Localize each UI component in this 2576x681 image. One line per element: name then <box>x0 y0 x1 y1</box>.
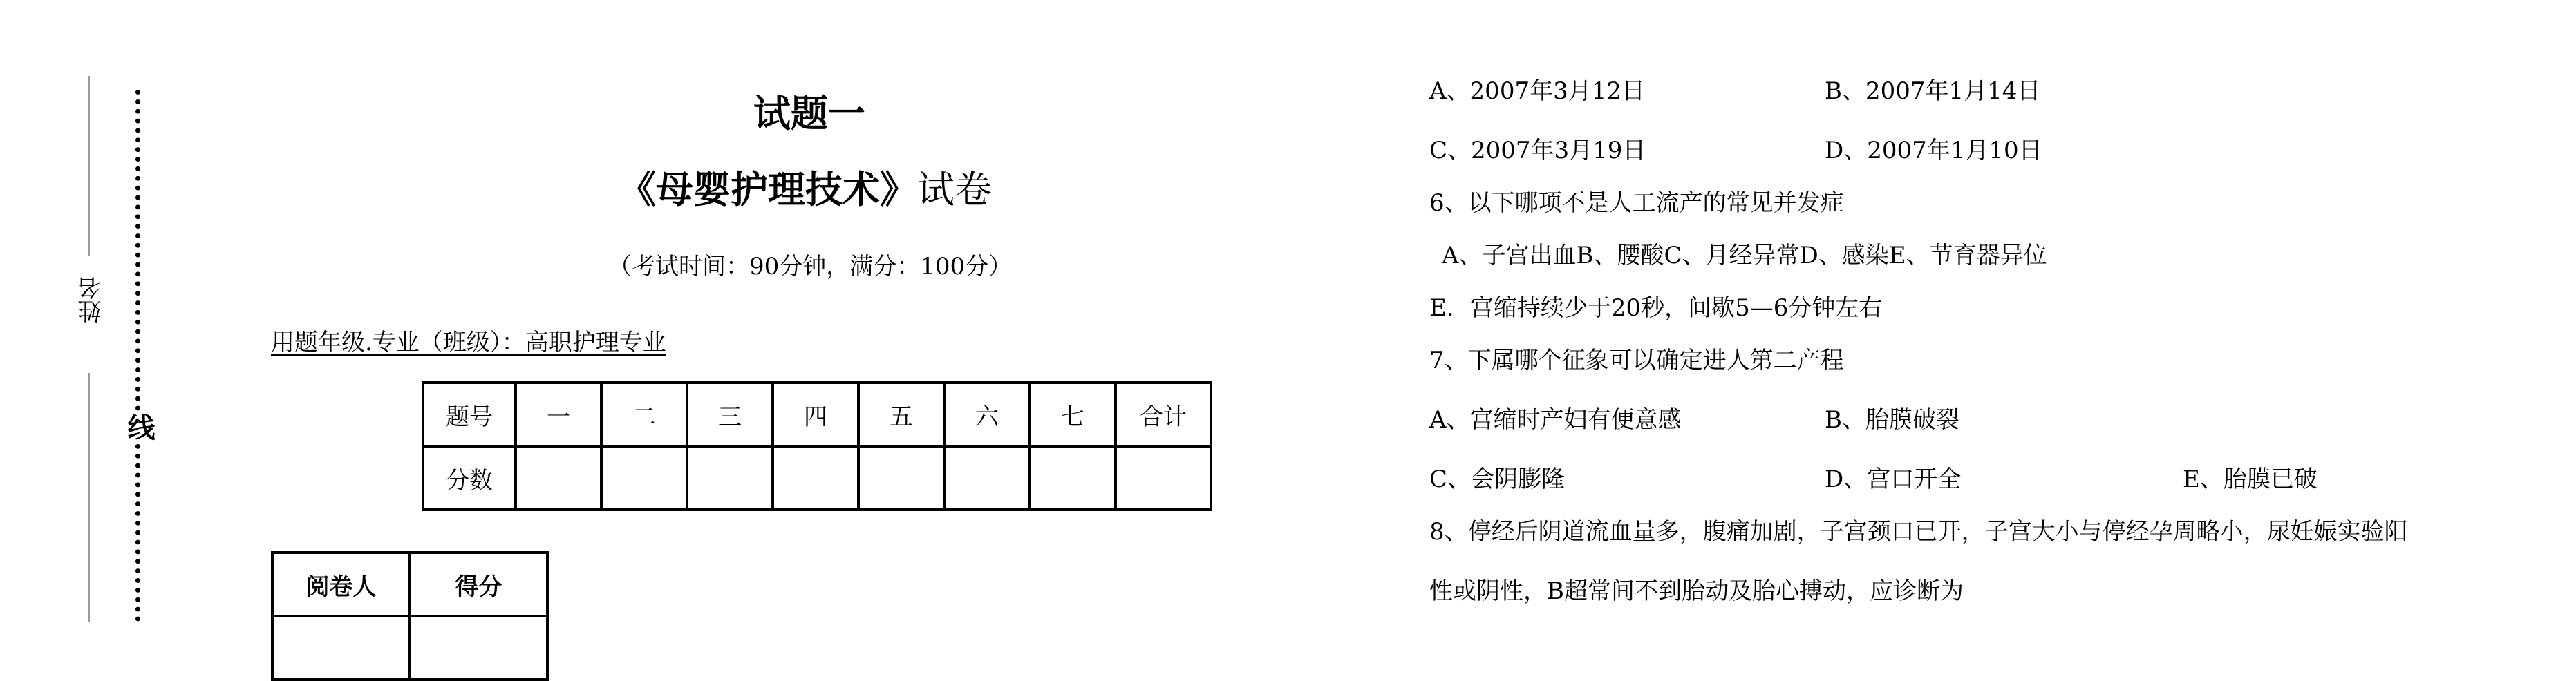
score-cell <box>1030 446 1116 510</box>
score-cell <box>516 446 601 510</box>
score-row-label: 分数 <box>423 446 516 510</box>
seal-line-char: 线 <box>129 413 159 441</box>
score-header-cell: 一 <box>516 383 601 446</box>
score-header-row <box>423 383 1211 446</box>
score-header-cell: 四 <box>773 383 858 446</box>
score-cell <box>944 446 1030 510</box>
q8-stem-line1: 8、停经后阴道流血量多，腹痛加剧，子宫颈口已开，子宫大小与停经孕周略小，尿妊娠实验阳 <box>1429 518 2408 546</box>
score-cell <box>858 446 944 510</box>
exam-subject-line <box>619 160 992 213</box>
q5-option-c: C、2007年3月19日 <box>1429 137 1646 164</box>
name-label: 姓名 <box>78 276 106 323</box>
score-cell <box>1116 446 1211 510</box>
q7-option-b: B、胎膜破裂 <box>1825 406 1959 434</box>
score-cell <box>773 446 858 510</box>
q8-stem-line2: 性或阴性，B超常间不到胎动及胎心搏动，应诊断为 <box>1429 577 1964 605</box>
score-header-cell: 二 <box>601 383 687 446</box>
grader-value-row <box>272 616 547 680</box>
score-cell <box>687 446 773 510</box>
q5-option-b: B、2007年1月14日 <box>1825 77 2041 105</box>
exam-title: 试题一 <box>753 92 865 135</box>
score-header-cell: 题号 <box>423 383 516 446</box>
score-cell <box>601 446 687 510</box>
q5-option-a: A、2007年3月12日 <box>1429 77 1645 105</box>
score-header-cell: 五 <box>858 383 944 446</box>
q7-option-d: D、宫口开全 <box>1825 466 1962 493</box>
score-header-cell: 七 <box>1030 383 1116 446</box>
exam-paper-word: 试卷 <box>917 168 992 211</box>
q6-stem: 6、以下哪项不是人工流产的常见并发症 <box>1429 189 1844 217</box>
margin-rule-bottom <box>88 373 90 622</box>
q6-options: A、子宫出血B、腰酸C、月经异常D、感染E、节育器异位 <box>1442 242 2047 269</box>
score-header-cell: 三 <box>687 383 773 446</box>
q7-option-a: A、宫缩时产妇有便意感 <box>1429 406 1682 434</box>
margin-rule-top <box>88 76 90 256</box>
q7-stem: 7、下属哪个征象可以确定进人第二产程 <box>1429 347 1844 374</box>
score-header-cell: 合计 <box>1116 383 1211 446</box>
grader-header-row <box>272 553 547 616</box>
score-table <box>422 381 1212 511</box>
grader-cell <box>272 616 410 680</box>
q7-option-e: E、胎膜已破 <box>2183 466 2318 493</box>
q7-option-c: C、会阴膨隆 <box>1429 466 1566 493</box>
seal-dotted-line <box>135 90 140 622</box>
q5-option-d: D、2007年1月10日 <box>1825 137 2042 164</box>
grader-table <box>271 551 549 681</box>
exam-time-info: （考试时间：90分钟，满分：100分） <box>608 253 1013 280</box>
score-header-cell: 六 <box>944 383 1030 446</box>
score-header: 得分 <box>410 553 547 616</box>
score-value-row <box>423 446 1211 510</box>
score-value-cell <box>410 616 547 680</box>
grader-header: 阅卷人 <box>272 553 410 616</box>
exam-subject: 《母婴护理技术》 <box>619 168 917 211</box>
q6-option-e: E．宫缩持续少于20秒，间歇5—6分钟左右 <box>1429 294 1883 322</box>
applicable-class: 用题年级.专业（班级）：高职护理专业 <box>271 329 666 356</box>
